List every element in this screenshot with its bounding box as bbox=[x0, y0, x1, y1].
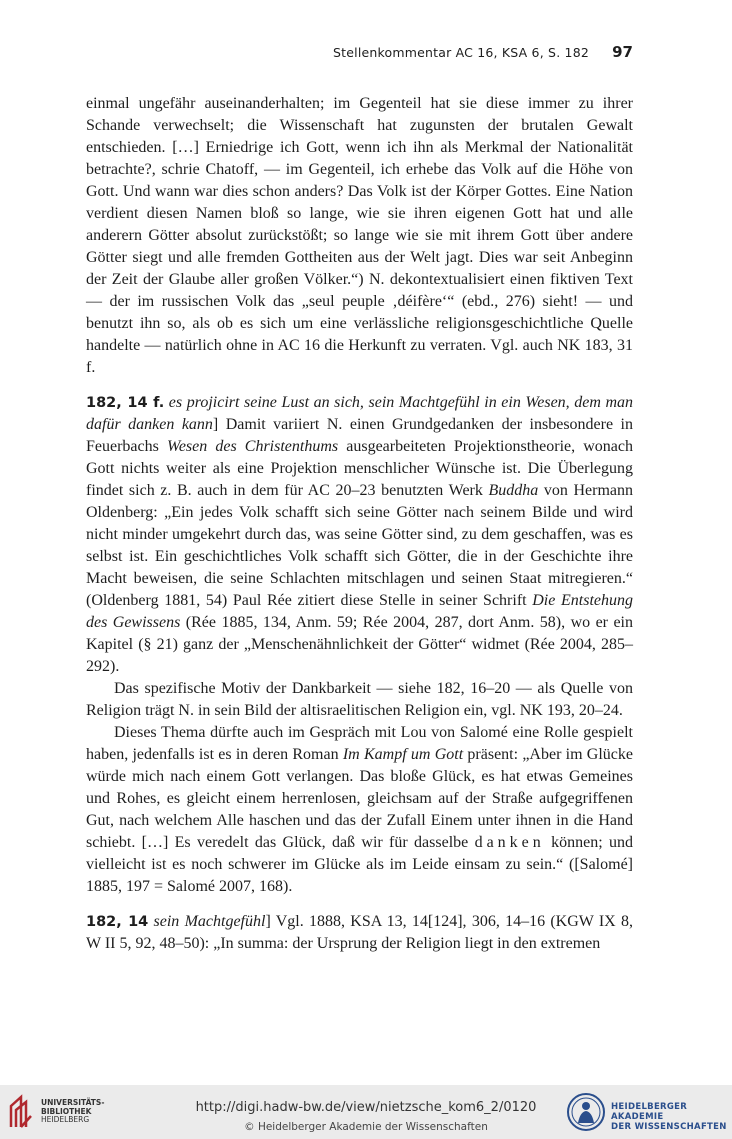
commentary-entry-182-14 bbox=[86, 911, 633, 955]
paragraph-continuation: einmal ungefähr auseinanderhalten; im Gegenteil hat sie diese immer zu ihrer Schande verwechselt; die Wissenschaft hat zugunsten der brutalen Gewalt entschieden. […] Erniedrige ich Gott, wenn ich ihn als Merkmal der Nationalität betrachte?, schrie Chatoff, — im Gegenteil, ich erhebe das Volk auf die Höhe von Gott. Und wann war dies schon anders? Das Volk ist der Körper Gottes. Eine Nation verdient diesen Namen bloß so lange, wie sie ihren eigenen Gott hat und alle anderern Götter absolut zurückstößt; so lange wie sie mit ihrem Gott über andere Götter siegt und alle fremden Gottheiten aus der Welt jagt. Dies war seit Anbeginn der Zeit der Glaube aller großen Völker.“) N. dekontextualisiert einen fiktiven Text — der im russischen Volk das „seul peuple ‚déifère‘“ (ebd., 276) sieht! — und benutzt ihn so, als ob es sich um eine verlässliche religionsgeschichtliche Quelle handelte — natürlich ohne in AC 16 die Herkunft zu verraten. Vgl. auch NK 183, 31 f. bbox=[86, 95, 633, 376]
ub-logo-line1: UNIVERSITÄTS- bbox=[41, 1098, 105, 1107]
running-head bbox=[0, 43, 732, 63]
source-url-link[interactable]: http://digi.hadw-bw.de/view/nietzsche_kom6_2/0120 bbox=[195, 1100, 537, 1115]
running-title: Stellenkommentar AC 16, KSA 6, S. 182 bbox=[333, 45, 589, 60]
hadw-logo-line1: HEIDELBERGER AKADEMIE bbox=[611, 1102, 688, 1122]
entry-text: (Rée 1885, 134, Anm. 59; Rée 2004, 287, dort Anm. 58), wo er ein Kapitel (§ 21) ganz der „Menschenähnlichkeit der Götter“ widmet (Rée 2004, 285–292). bbox=[86, 614, 634, 675]
lemma-reference: 182, 14 bbox=[86, 914, 149, 930]
lemma-text: es projicirt seine Lust an sich, sein Machtgefühl in ein Wesen, dem man dafür danken kann bbox=[86, 394, 634, 433]
entry-text: ausgearbeiteten Projektionstheorie, wonach Gott nichts weiter als eine Projektion menschlicher Wünsche ist. Die Überlegung findet sich z. B. auch in dem für AC 20–23 benutzten Werk bbox=[86, 438, 634, 499]
entry-text: von Hermann Oldenberg: „Ein jedes Volk schafft sich seine Götter nach seinem Bilde und wird nicht minder umgekehrt durch das, was seine Götter sind, zu dem geschaffen, was es selbst ist. Ein geschichtliches Volk schafft sich Götter, die in der Geschichte ihre Macht beweisen, die seine Schlachten mitschlagen und seinen Staat mitregieren.“ (Oldenberg 1881, 54) Paul Rée zitiert diese Stelle in seiner Schrift bbox=[86, 482, 634, 609]
copyright-notice: © Heidelberger Akademie der Wissenschaften bbox=[244, 1121, 488, 1133]
book-title: Im Kampf um Gott bbox=[342, 746, 464, 763]
book-title: Buddha bbox=[488, 482, 539, 499]
lemma-bracket: ] bbox=[212, 416, 219, 433]
commentary-entry-182-14f bbox=[86, 392, 633, 678]
ub-logo-line2: BIBLIOTHEK bbox=[41, 1106, 92, 1116]
paragraph-text: Dieses Thema dürfte auch im Gespräch mit Lou von Salomé eine Rolle gespielt haben, jedenfalls ist es in deren Roman bbox=[86, 724, 633, 763]
page-number: 97 bbox=[612, 43, 633, 61]
lemma-text: sein Machtgefühl bbox=[153, 913, 266, 930]
book-title: Die Entstehung des Gewissens bbox=[86, 592, 633, 631]
spaced-word: danken bbox=[474, 834, 545, 851]
hadw-seal-icon bbox=[566, 1090, 606, 1134]
entry-text: Damit variiert N. einen Grundgedanken der insbesondere in Feuerbachs bbox=[86, 416, 633, 455]
paragraph-text: präsent: „Aber im Glücke würde mich nach einem Gott verlangen. Das bloße Glück, es hat etwas Gemeines und Rohes, es gleicht einem herrenlosen, gleichsam auf der Straße aufgegriffenen Gut, nach welchem Alle haschen und das der Zufall Einem unter ihnen in die Hand schiebt. […] Es veredelt das Glück, daß wir für dasselbe bbox=[86, 746, 634, 851]
ub-logo-line3: HEIDELBERG bbox=[41, 1115, 90, 1124]
paragraph-text: können; und vielleicht ist es noch schwerer im Glücke als im Leide einsam zu sein.“ ([Salomé] 1885, 197 = Salomé 2007, 168). bbox=[86, 834, 633, 895]
entry-text: Vgl. 1888, KSA 13, 14[124], 306, 14–16 (KGW IX 8, W II 5, 92, 48–50): „In summa: der Ursprung der Religion liegt in den extremen bbox=[86, 913, 633, 952]
footer-band bbox=[0, 1085, 732, 1139]
paragraph-dankbarkeit: Das spezifische Motiv der Dankbarkeit — siehe 182, 16–20 — als Quelle von Religion trägt N. in sein Bild der altisraelitischen Religion ein, vgl. NK 193, 20–24. bbox=[86, 680, 633, 719]
hadw-logo[interactable] bbox=[566, 1090, 732, 1135]
lemma-bracket: ] bbox=[265, 913, 271, 930]
paragraph-salome bbox=[86, 722, 633, 898]
lemma-reference: 182, 14 f. bbox=[86, 395, 165, 411]
book-title: Wesen des Christenthums bbox=[166, 438, 339, 455]
hadw-logo-line2: DER WISSENSCHAFTEN bbox=[611, 1122, 727, 1132]
main-text bbox=[86, 93, 633, 955]
